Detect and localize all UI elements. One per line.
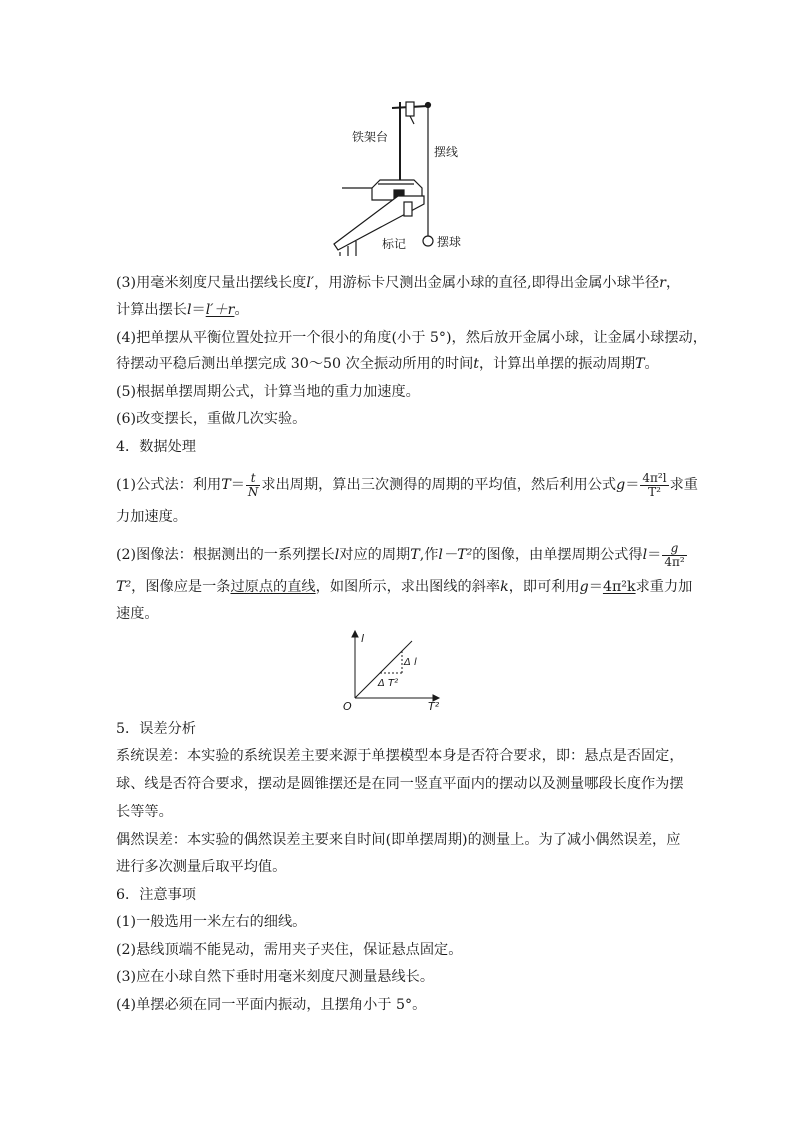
fraction-4pi2l-over-T2: $\frac{\text{4π²l}}{\text{T²}}$ xyxy=(642,470,667,499)
fraction-t-over-N: $\frac{t}{N}$ xyxy=(247,470,259,499)
delta-T2-label: Δ T² xyxy=(378,678,399,689)
section-6-heading: 6．注意事项 xyxy=(116,887,196,903)
systematic-error-line-3: 长等等。 xyxy=(116,804,173,820)
pendulum-length-formula: l′＋r xyxy=(205,302,235,318)
pendulum-ball xyxy=(423,236,433,246)
systematic-error-line-1: 系统误差：本实验的系统误差主要来源于单摆模型本身是否符合要求，即：悬点是否固定， xyxy=(116,748,684,764)
gravity-slope-formula: 4π²k xyxy=(602,579,636,595)
pendulum-apparatus-figure xyxy=(328,96,468,256)
formula-method-line-2: 力加速度。 xyxy=(116,509,187,525)
step-4-line-2: 待摆动平稳后测出单摆完成 30～50 次全振动所用的时间t，计算出单摆的振动周期T。 xyxy=(116,356,659,372)
straight-line-through-origin: 过原点的直线 xyxy=(230,579,316,595)
mark-tab xyxy=(404,202,412,216)
delta-l-label: Δ l xyxy=(404,657,417,668)
note-item-2: (2)悬线顶端不能晃动，需用夹子夹住，保证悬点固定。 xyxy=(116,942,463,958)
graph-method-line-3: 速度。 xyxy=(116,606,159,622)
clamp-block xyxy=(406,102,414,116)
l-T2-graph-figure xyxy=(340,628,460,718)
origin-label: O xyxy=(343,700,352,713)
step-6: (6)改变摆长，重做几次实验。 xyxy=(116,411,307,427)
systematic-error-line-2: 球、线是否符合要求，摆动是圆锥摆还是在同一竖直平面内的摆动以及测量哪段长度作为摆 xyxy=(116,776,684,792)
y-axis-label: l xyxy=(361,632,365,645)
note-item-3: (3)应在小球自然下垂时用毫米刻度尺测量悬线长。 xyxy=(116,969,435,985)
graph-method-line-2: T²，图像应是一条过原点的直线，如图所示，求出图线的斜率k，即可利用g＝4π²k求重力加 xyxy=(116,579,693,595)
random-error-line-2: 进行多次测量后取平均值。 xyxy=(116,859,287,875)
step-4-line-1: (4)把单摆从平衡位置处拉开一个很小的角度(小于 5°)，然后放开金属小球，让金属小球摆动， xyxy=(116,330,707,346)
fraction-g-over-4pi2: $\frac{g}{\text{4π²}}$ xyxy=(664,540,685,569)
random-error-line-1: 偶然误差：本实验的偶然误差主要来自时间(即单摆周期)的测量上。为了减小偶然误差，应 xyxy=(116,832,681,848)
section-5-heading: 5．误差分析 xyxy=(116,721,196,737)
label-string: 摆线 xyxy=(434,145,459,159)
label-ball: 摆球 xyxy=(437,235,462,249)
note-item-4: (4)单摆必须在同一平面内振动，且摆角小于 5°。 xyxy=(116,997,427,1013)
step-3-line-2: 计算出摆长l＝l′＋r。 xyxy=(116,302,249,318)
data-line xyxy=(355,641,412,698)
step-3-line-1: (3)用毫米刻度尺量出摆线长度l′，用游标卡尺测出金属小球的直径,即得出金属小球半径r， xyxy=(116,275,681,291)
step-5: (5)根据单摆周期公式，计算当地的重力加速度。 xyxy=(116,384,420,400)
label-mark: 标记 xyxy=(382,237,407,251)
label-stand: 铁架台 xyxy=(352,130,389,144)
x-axis-label: T² xyxy=(428,700,440,713)
note-item-1: (1)一般选用一米左右的细线。 xyxy=(116,914,307,930)
formula-method-line-1: (1)公式法：利用T＝ $\frac{t}{N}$ 求出周期，算出三次测得的周期的平均值，然后利用公式g＝ $\frac{\text{4π²l}}{\text{T²}}$ 求重 xyxy=(116,470,698,499)
section-4-heading: 4．数据处理 xyxy=(116,439,196,455)
graph-method-line-1: (2)图像法：根据测出的一系列摆长l对应的周期T,作l－T²的图像，由单摆周期公式得l＝ $\frac{g}{\text{4π²}}$ xyxy=(116,540,685,569)
